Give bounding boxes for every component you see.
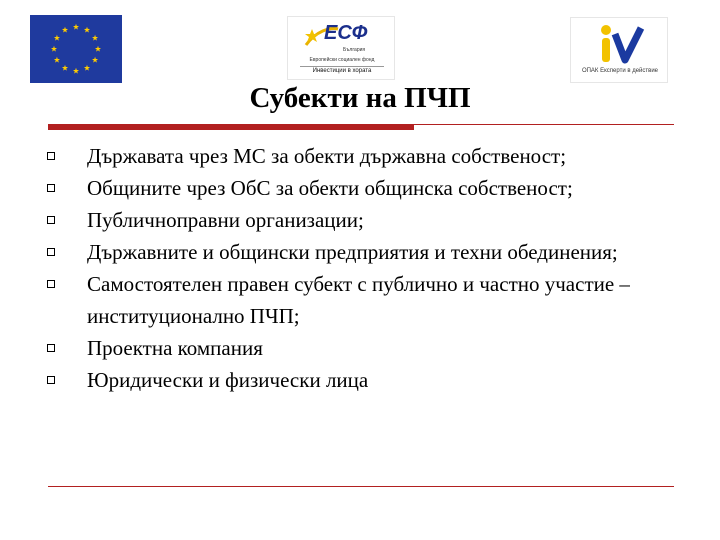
bullet-list	[40, 140, 680, 396]
bullet-text: Публичноправни организации;	[87, 208, 364, 232]
op-caption: ОПАК Експерти в действие	[581, 68, 659, 74]
bullet-item	[40, 204, 680, 236]
eu-star-icon	[95, 46, 101, 52]
eu-star-icon	[84, 65, 90, 71]
eu-star-icon	[54, 57, 60, 63]
bullet-item	[40, 236, 680, 268]
eu-star-icon	[62, 65, 68, 71]
eu-star-icon	[84, 27, 90, 33]
title-accent-bar	[48, 124, 414, 130]
esf-country: България	[343, 47, 366, 53]
square-bullet-icon	[47, 248, 55, 256]
bullet-text: Проектна компания	[87, 336, 263, 360]
eu-star-icon	[92, 35, 98, 41]
eu-star-icon	[51, 46, 57, 52]
eu-star-icon	[92, 57, 98, 63]
bullet-text: Юридически и физически лица	[87, 368, 369, 392]
eu-stars-icon	[30, 15, 122, 83]
bullet-item	[40, 332, 680, 364]
eu-star-icon	[54, 35, 60, 41]
slide-title: Субекти на ПЧП	[249, 82, 471, 114]
square-bullet-icon	[47, 280, 55, 288]
square-bullet-icon	[47, 184, 55, 192]
esf-slogan: Инвестиции в хората	[300, 66, 384, 74]
bullet-text: Държавата чрез МС за обекти държавна собственост;	[87, 144, 567, 168]
esf-name: ЕСФ	[324, 22, 368, 44]
bullet-item	[40, 172, 680, 204]
square-bullet-icon	[47, 376, 55, 384]
op-figure-icon	[593, 22, 649, 66]
esf-logo	[287, 16, 395, 80]
bullet-text: Общините чрез ОбС за обекти общинска собственост;	[87, 176, 573, 200]
square-bullet-icon	[47, 216, 55, 224]
eu-star-icon	[73, 24, 79, 30]
eu-star-icon	[73, 68, 79, 74]
eu-flag-logo	[30, 15, 122, 83]
bullet-text: Самостоятелен правен субект с публично и частно участие – институционално ПЧП;	[87, 272, 630, 328]
eu-star-icon	[62, 27, 68, 33]
bullet-text: Държавните и общински предприятия и техни обединения;	[87, 240, 618, 264]
esf-fund: Европейски социален фонд	[309, 57, 375, 63]
square-bullet-icon	[47, 152, 55, 160]
bullet-item	[40, 364, 680, 396]
bullet-item	[40, 268, 680, 332]
bullet-item	[40, 140, 680, 172]
op-logo	[570, 17, 668, 83]
square-bullet-icon	[47, 344, 55, 352]
footer-divider-line	[48, 486, 674, 487]
